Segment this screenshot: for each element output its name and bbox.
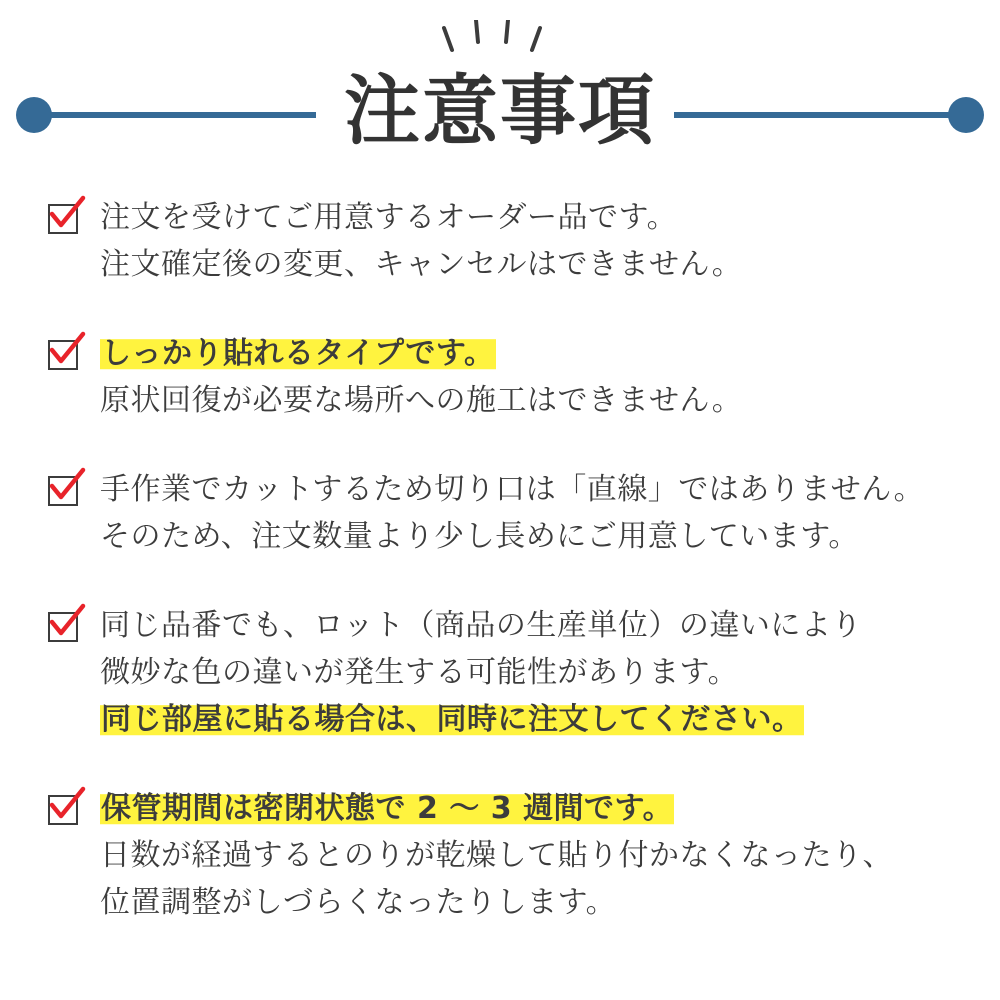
checkbox-checked-icon — [46, 336, 82, 372]
list-item — [46, 194, 960, 288]
checkbox-checked-icon — [46, 472, 82, 508]
note-line: 手作業でカットするため切り口は「直線」ではありません。 — [100, 472, 925, 507]
list-item — [46, 466, 960, 560]
note-line: 同じ部屋に貼る場合は、同時に注文してください。 — [101, 702, 803, 737]
page-header — [0, 0, 1000, 180]
checkbox-checked-icon — [46, 200, 82, 236]
checkbox-checked-icon — [46, 791, 82, 827]
list-item — [46, 330, 960, 424]
list-item — [46, 785, 960, 926]
note-text — [100, 785, 960, 926]
note-text — [100, 194, 960, 288]
note-line: 注文確定後の変更、キャンセルはできません。 — [100, 247, 743, 282]
note-line: 日数が経過するとのりが乾燥して貼り付かなくなったり、 — [100, 838, 893, 873]
note-line: 原状回復が必要な場所への施工はできません。 — [100, 383, 743, 418]
note-line: 同じ品番でも、ロット（商品の生産単位）の違いにより — [100, 608, 862, 643]
sparkle-burst-icon — [0, 20, 1000, 66]
note-line: しっかり貼れるタイプです。 — [101, 336, 495, 371]
checkbox-checked-icon — [46, 608, 82, 644]
note-text — [100, 602, 960, 743]
notes-list — [0, 194, 1000, 926]
note-line: 位置調整がしづらくなったりします。 — [100, 885, 617, 920]
note-line: 注文を受けてご用意するオーダー品です。 — [100, 200, 678, 235]
list-item — [46, 602, 960, 743]
note-line: 微妙な色の違いが発生する可能性があります。 — [100, 655, 739, 690]
note-text — [100, 330, 960, 424]
note-text — [100, 466, 960, 560]
page-title: 注意事項 — [344, 66, 656, 155]
note-line: 保管期間は密閉状態で 2 ～ 3 週間です。 — [101, 791, 674, 826]
note-line: そのため、注文数量より少し長めにご用意しています。 — [100, 519, 859, 554]
